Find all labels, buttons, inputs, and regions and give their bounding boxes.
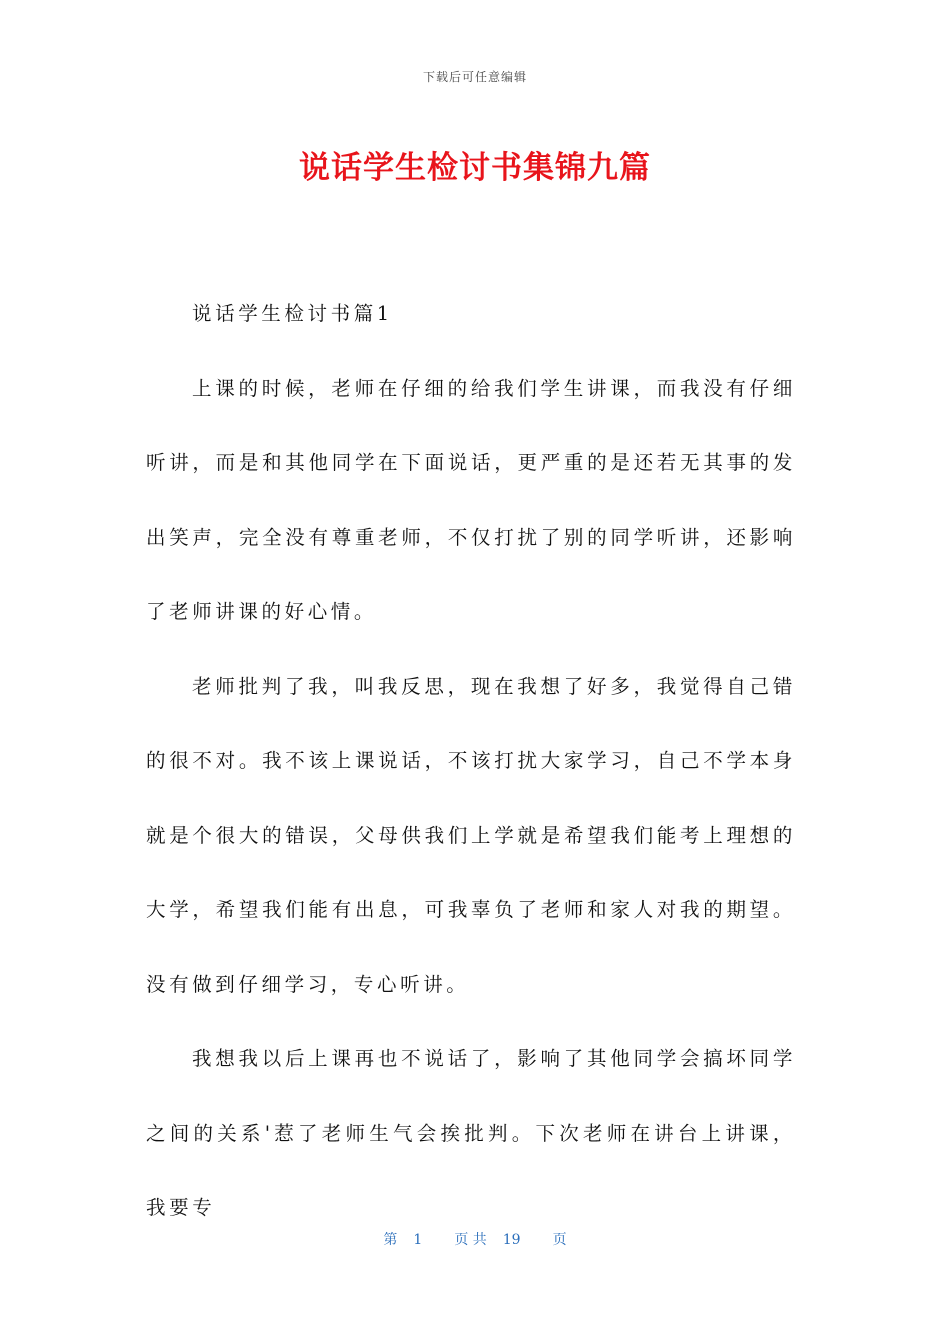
- paragraph: 上课的时候，老师在仔细的给我们学生讲课，而我没有仔细听讲，而是和其他同学在下面说话，更严重的是还若无其事的发出笑声，完全没有尊重老师，不仅打扰了别的同学听讲，还影响了老师讲课的好心情。: [146, 376, 796, 623]
- current-page-number: 1: [413, 1232, 423, 1248]
- page-prefix: 第: [383, 1232, 398, 1248]
- paragraph: 我想我以后上课再也不说话了，影响了其他同学会搞坏同学之间的关系'惹了老师生气会挨批判。下次老师在讲台上讲课，我要专: [146, 1047, 796, 1219]
- page-suffix: 页: [552, 1232, 567, 1248]
- page-middle: 页 共: [454, 1232, 487, 1248]
- total-pages-number: 19: [502, 1232, 521, 1248]
- paragraph: 老师批判了我，叫我反思，现在我想了好多，我觉得自己错的很不对。我不该上课说话，不该打扰大家学习，自己不学本身就是个很大的错误，父母供我们上学就是希望我们能考上理想的大学，希望我们能有出息，可我辜负了老师和家人对我的期望。没有做到仔细学习，专心听讲。: [146, 674, 796, 996]
- document-title: 说话学生检讨书集锦九篇: [299, 150, 651, 186]
- section-heading: 说话学生检讨书篇1: [192, 302, 393, 325]
- document-body: [146, 277, 796, 1246]
- header-note: 下载后可任意编辑: [422, 70, 527, 84]
- page-footer: [0, 1229, 950, 1249]
